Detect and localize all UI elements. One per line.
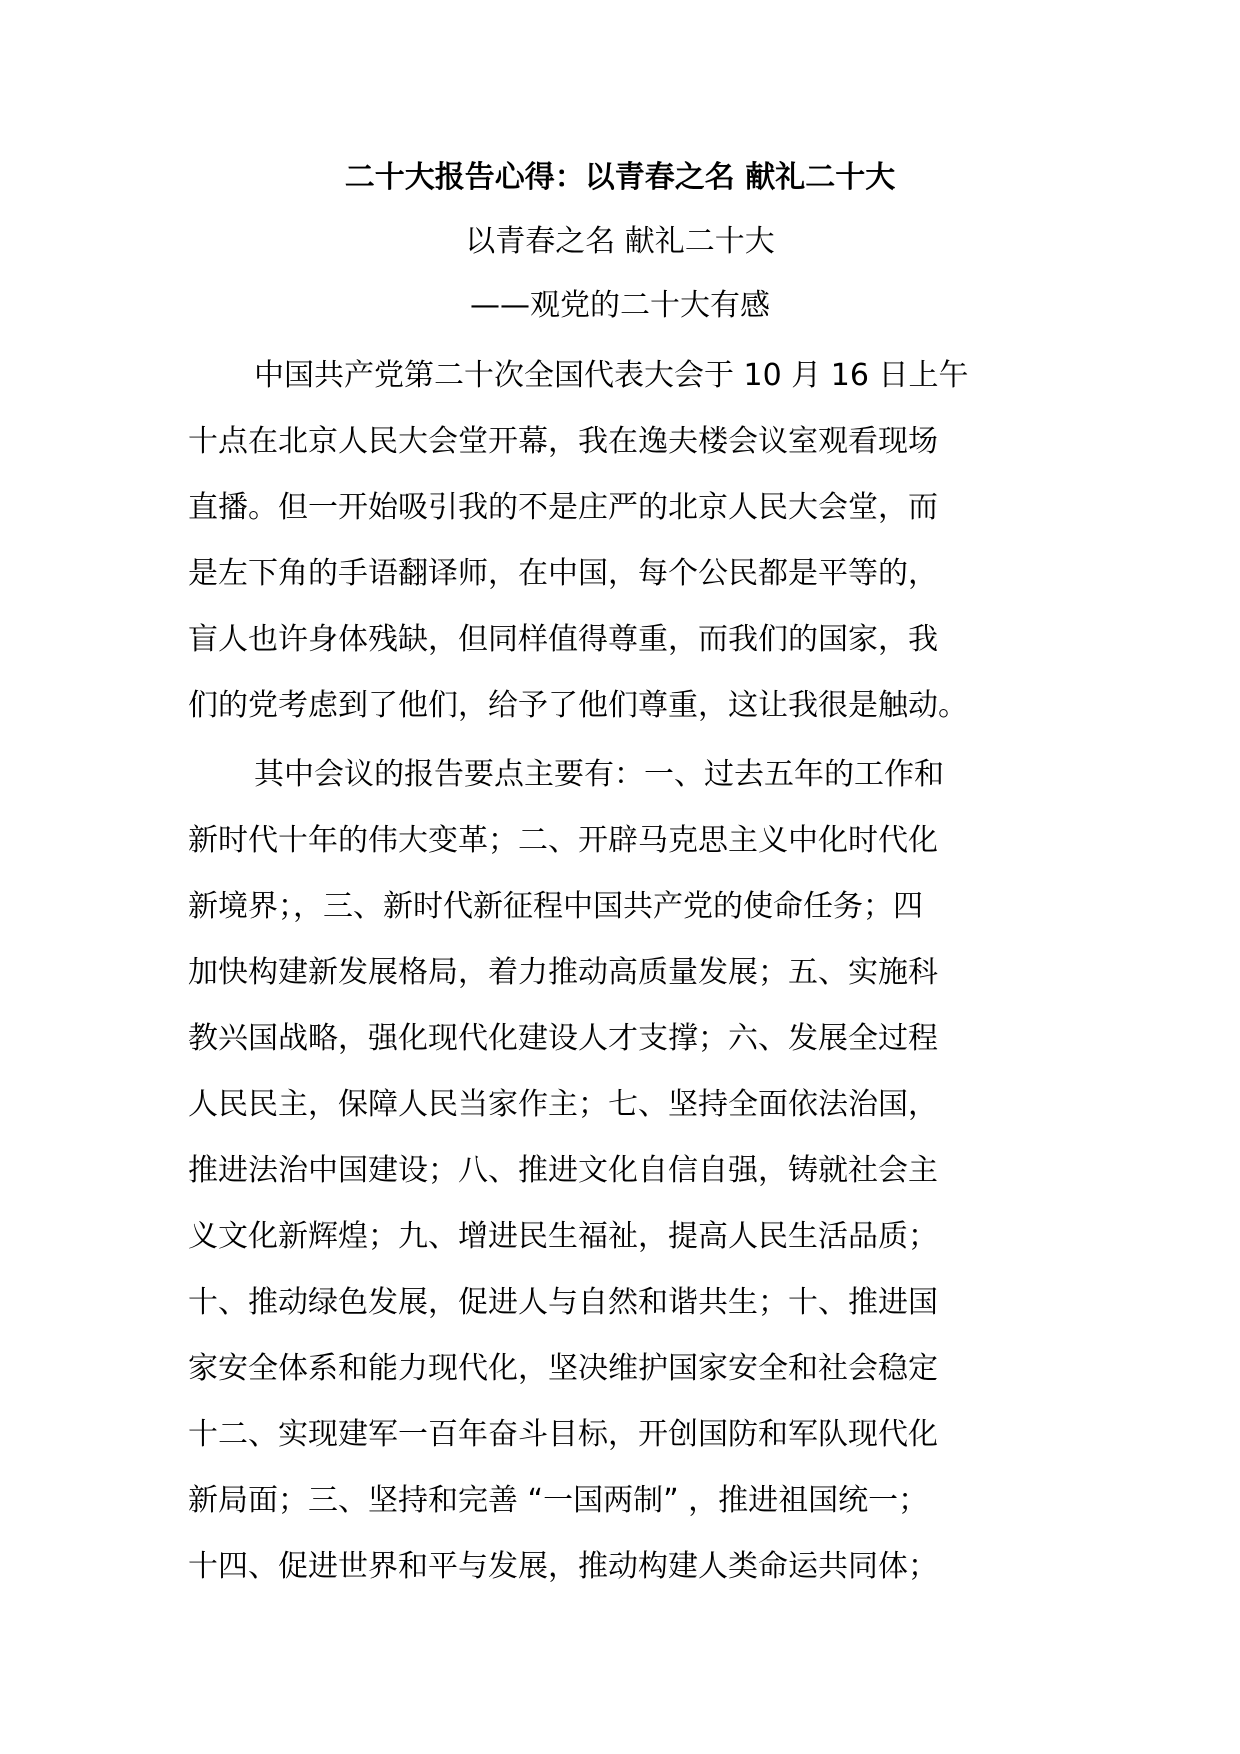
document-subtitle-byline: ——观党的二十大有感	[470, 288, 770, 323]
paragraph-line: 十、推动绿色发展，促进人与自然和谐共生；十、推进国	[188, 1285, 938, 1320]
paragraph-line: 新局面；三、坚持和完善 “一国两制” ，推进祖国统一；	[188, 1483, 929, 1518]
paragraph-line: 盲人也许身体残缺，但同样值得尊重，而我们的国家，我	[188, 622, 938, 657]
paragraph-line: 新境界；，三、新时代新征程中国共产党的使命任务；四	[188, 889, 923, 924]
paragraph-line: 教兴国战略，强化现代化建设人才支撑；六、发展全过程	[188, 1021, 938, 1056]
paragraph-line: 其中会议的报告要点主要有：一、过去五年的工作和	[254, 757, 944, 792]
paragraph-line: 十点在北京人民大会堂开幕，我在逸夫楼会议室观看现场	[188, 424, 938, 459]
paragraph-line: 加快构建新发展格局，着力推动高质量发展；五、实施科	[188, 955, 938, 990]
paragraph-line: 推进法治中国建设；八、推进文化自信自强，铸就社会主	[188, 1153, 938, 1188]
paragraph-line: 十四、促进世界和平与发展，推动构建人类命运共同体；	[188, 1549, 938, 1584]
paragraph-line: 们的党考虑到了他们，给予了他们尊重，这让我很是触动。	[188, 688, 968, 723]
paragraph-line: 新时代十年的伟大变革；二、开辟马克思主义中化时代化	[188, 823, 938, 858]
paragraph-line: 中国共产党第二十次全国代表大会于 10 月 16 日上午	[254, 358, 969, 393]
paragraph-line: 是左下角的手语翻译师，在中国，每个公民都是平等的，	[188, 556, 938, 591]
paragraph-line: 十二、实现建军一百年奋斗目标，开创国防和军队现代化	[188, 1417, 938, 1452]
paragraph-line: 人民民主，保障人民当家作主；七、坚持全面依法治国，	[188, 1087, 938, 1122]
paragraph-line: 直播。但一开始吸引我的不是庄严的北京人民大会堂，而	[188, 490, 938, 525]
document-subtitle: 以青春之名 献礼二十大	[465, 224, 775, 259]
paragraph-line: 家安全体系和能力现代化，坚决维护国家安全和社会稳定	[188, 1351, 938, 1386]
document-title: 二十大报告心得：以青春之名 献礼二十大	[344, 160, 896, 195]
paragraph-line: 义文化新辉煌；九、增进民生福祉，提高人民生活品质；	[188, 1219, 938, 1254]
